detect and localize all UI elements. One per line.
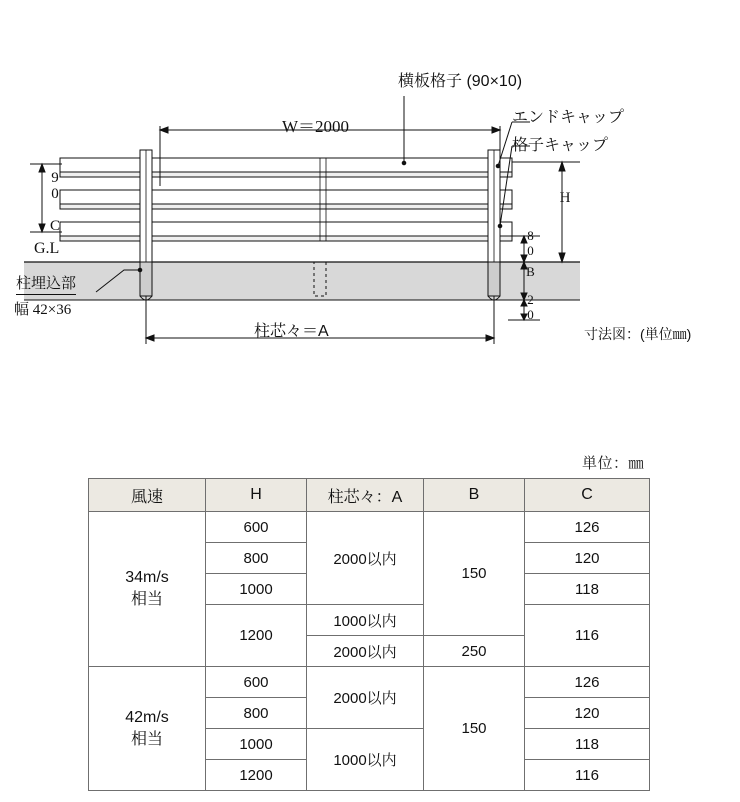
table-row [89, 512, 650, 543]
cell-a: 2000以内 [307, 512, 424, 605]
cell-h: 600 [206, 667, 307, 698]
cell-c: 120 [525, 543, 650, 574]
cell-c: 118 [525, 574, 650, 605]
cell-wind-speed-2 [89, 667, 206, 791]
wind-speed-text-2: 42m/s [125, 708, 169, 726]
label-b-dimension: B [523, 264, 538, 279]
cell-h: 1200 [206, 760, 307, 791]
header-wind-speed: 風速 [89, 479, 206, 512]
header-h: H [206, 479, 307, 512]
table-unit-note: 単位：㎜ [581, 455, 644, 472]
cell-wind-speed-1 [89, 512, 206, 667]
cell-a: 2000以内 [307, 667, 424, 729]
label-top-plate: 横板格子 (90×10) [398, 73, 523, 90]
cell-a: 1000以内 [307, 729, 424, 791]
cell-c: 126 [525, 667, 650, 698]
label-20: 20 [523, 292, 538, 322]
label-buried-part: 柱埋込部 [16, 272, 76, 295]
cell-c: 120 [525, 698, 650, 729]
label-diagram-caption: 寸法図：(単位㎜) [584, 326, 692, 342]
label-c-dimension: 90 C [47, 170, 63, 234]
cell-c: 116 [525, 760, 650, 791]
wind-speed-text-1: 34m/s [125, 569, 169, 587]
header-b: B [424, 479, 525, 512]
cell-h: 800 [206, 543, 307, 574]
cell-h: 1000 [206, 574, 307, 605]
cell-c: 126 [525, 512, 650, 543]
table-row [89, 667, 650, 698]
cell-h: 1000 [206, 729, 307, 760]
cell-a: 2000以内 [307, 636, 424, 667]
cell-h: 800 [206, 698, 307, 729]
cell-h: 600 [206, 512, 307, 543]
cell-b: 150 [424, 667, 525, 791]
cell-h: 1200 [206, 605, 307, 667]
wind-speed-text-2b: 相当 [130, 730, 163, 748]
label-center-to-center: 柱芯々＝A [254, 323, 329, 340]
label-h-dimension: H [557, 190, 573, 206]
cell-b: 150 [424, 512, 525, 636]
header-c: C [525, 479, 650, 512]
table-header-row [89, 479, 650, 512]
cell-b: 250 [424, 636, 525, 667]
cell-a: 1000以内 [307, 605, 424, 636]
label-80: 80 [523, 228, 538, 258]
spec-table [88, 478, 650, 791]
cell-c: 118 [525, 729, 650, 760]
fence-dimension-diagram [0, 0, 740, 400]
label-ground-level: G.L [34, 240, 60, 257]
label-end-cap: エンドキャップ [512, 109, 625, 126]
label-lattice-cap: 格子キャップ [512, 137, 609, 154]
cell-c: 116 [525, 605, 650, 667]
label-width: W＝2000 [282, 117, 350, 136]
horizontal-slats [60, 158, 512, 241]
wind-speed-text-1b: 相当 [130, 591, 163, 608]
header-a: 柱芯々：A [307, 479, 424, 512]
label-buried-size: 幅 42×36 [14, 302, 72, 318]
